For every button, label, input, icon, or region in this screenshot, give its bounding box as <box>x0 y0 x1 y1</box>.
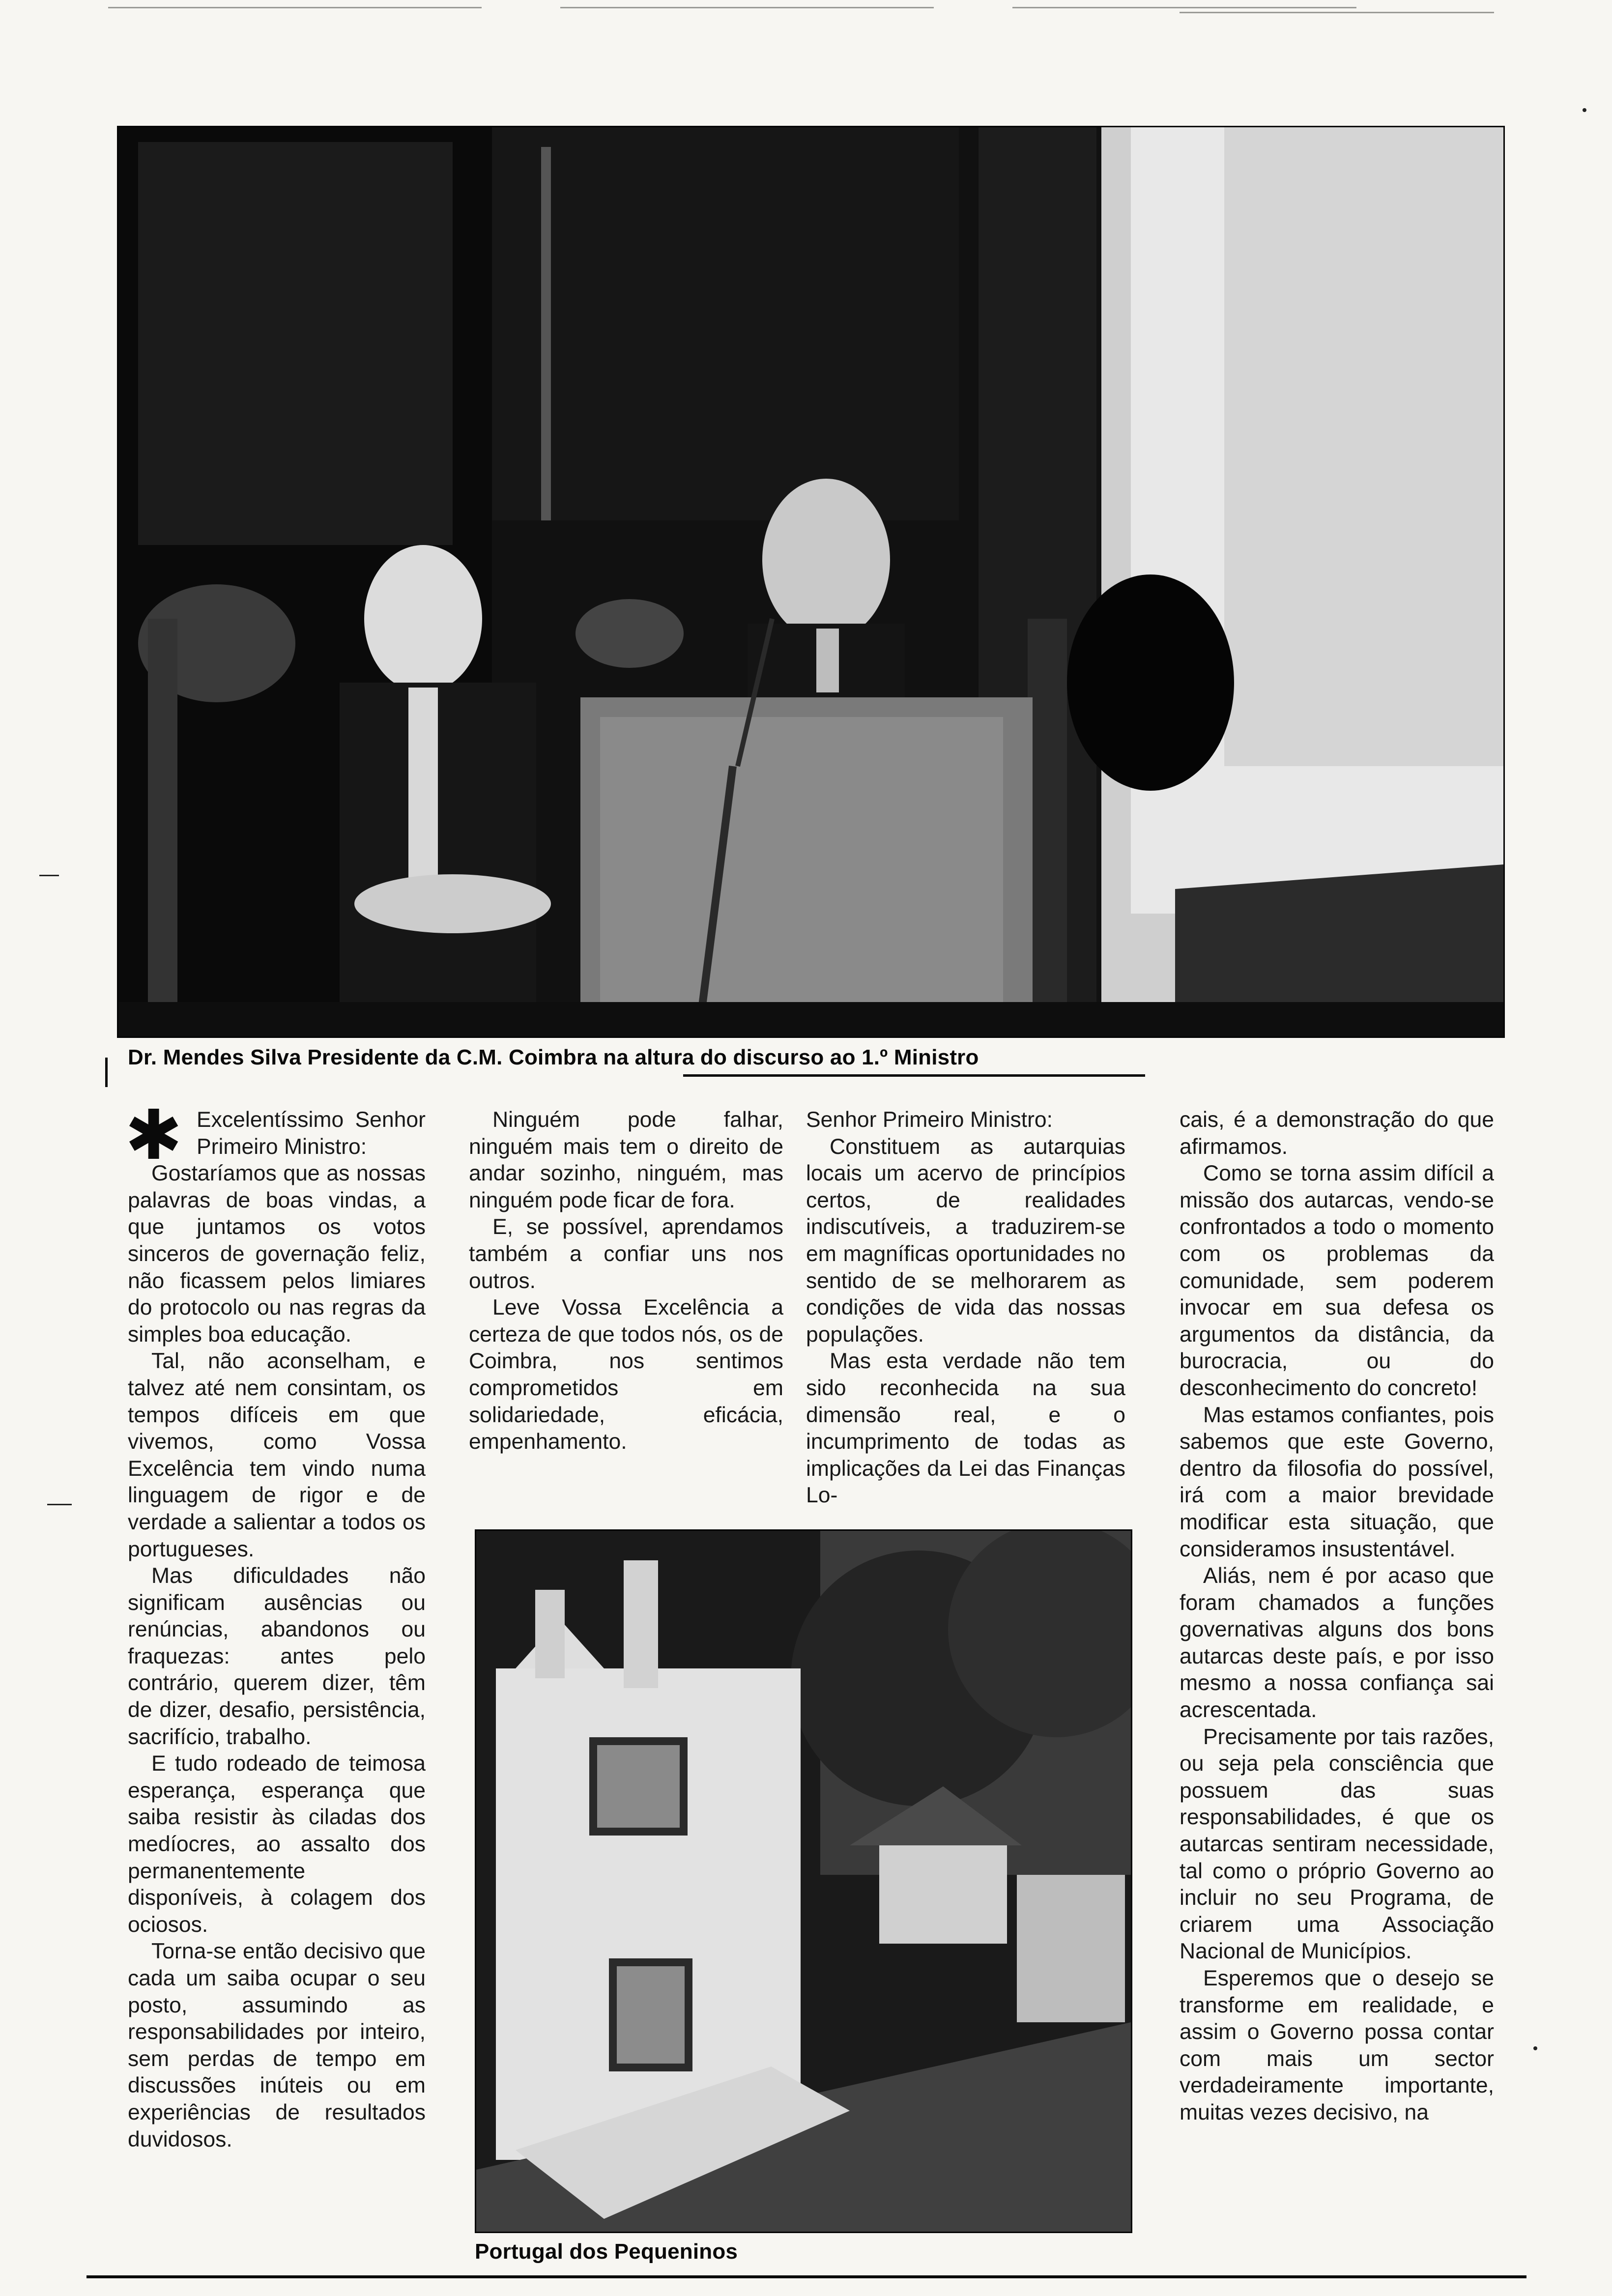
speech-photo <box>117 126 1505 1038</box>
paragraph: Ninguém pode falhar, ninguém mais tem o direito de andar sozinho, ninguém, mas ninguém pode ficar de fora. <box>469 1108 783 1212</box>
top-rule <box>560 7 934 8</box>
salutation: Excelentíssimo Senhor Primeiro Ministro: <box>197 1108 426 1159</box>
scan-speck <box>1533 2046 1537 2050</box>
article-column-1 <box>128 1107 426 2153</box>
top-rule <box>1180 12 1494 13</box>
portugal-photo-image <box>476 1531 1131 2232</box>
paragraph: Leve Vossa Excelência a certeza de que todos nós, os de Coimbra, nos sentimos comprometidos em solidariedade, eficácia, empenhamento. <box>469 1295 783 1454</box>
paragraph: Tal, não aconselham, e talvez até nem consintam, os tempos difíceis em que vivemos, como Vossa Excelência tem vindo numa linguagem de rigor e de verdade a salientar a todos os portugueses. <box>128 1349 426 1561</box>
scan-speck <box>1583 108 1586 112</box>
portugal-photo-caption: Portugal dos Pequeninos <box>475 2239 738 2264</box>
paragraph: Mas estamos confiantes, pois sabemos que este Governo, dentro da filosofia do possível, irá com a maior brevidade modificar esta situação, que consideramos insustentável. <box>1180 1403 1494 1561</box>
margin-mark <box>105 1058 108 1087</box>
paragraph: Precisamente por tais razões, ou seja pela consciência que possuem das suas responsabilidades, é que os autarcas sentiram necessidade, tal como o próprio Governo ao incluir no seu Programa, de criarem uma Associação Nacional de Municípios. <box>1180 1724 1494 1964</box>
caption-underline <box>683 1074 1145 1077</box>
paragraph: Gostaríamos que as nossas palavras de boas vindas, a que juntamos os votos sinceros de governação feliz, não ficassem pelos limiares do protocolo ou nas regras da simples boa educação. <box>128 1161 426 1347</box>
paragraph: Constituem as autarquias locais um acervo de princípios certos, de realidades indiscutíveis, a traduzirem-se em magníficas oportunidades no sentido de se melhorarem as condições de vida das nossas populações. <box>806 1134 1125 1347</box>
paragraph: E tudo rodeado de teimosa esperança, esperança que saiba resistir às ciladas dos medíocres, ao assalto dos permanentemente disponíveis, à colagem dos ociosos. <box>128 1751 426 1937</box>
article-column-4 <box>1180 1107 1494 2126</box>
paragraph: E, se possível, aprendamos também a confiar uns nos outros. <box>469 1215 783 1293</box>
salutation: Senhor Primeiro Ministro: <box>806 1108 1053 1132</box>
top-rule <box>108 7 482 8</box>
paragraph: cais, é a demonstração do que afirmamos. <box>1180 1108 1494 1159</box>
scan-speck <box>47 1504 72 1505</box>
paragraph: Esperemos que o desejo se transforme em realidade, e assim o Governo possa contar com mais um sector verdadeiramente importante, muitas vezes decisivo, na <box>1180 1966 1494 2124</box>
portugal-photo <box>475 1529 1132 2233</box>
paragraph: Como se torna assim difícil a missão dos autarcas, vendo-se confrontados a todo o momento com os problemas da comunidade, sem poderem invocar em sua defesa os argumentos da distância, da burocracia, ou do desconhecimento do concreto! <box>1180 1161 1494 1400</box>
speech-photo-image <box>118 127 1503 1036</box>
scan-speck <box>39 875 59 876</box>
paragraph: Mas esta verdade não tem sido reconhecida na sua dimensão real, e o incumprimento de todas as implicações da Lei das Finanças Lo- <box>806 1349 1125 1508</box>
paragraph: Aliás, nem é por acaso que foram chamados a funções governativas alguns dos bons autarcas deste país, e por isso mesmo a nossa confiança sai acrescentada. <box>1180 1564 1494 1722</box>
top-rule <box>1012 7 1356 8</box>
article-column-2 <box>469 1107 783 1456</box>
asterisk-icon: ✱ <box>125 1096 183 1174</box>
paragraph: Torna-se então decisivo que cada um saiba ocupar o seu posto, assumindo as responsabilidades por inteiro, sem perdas de tempo em discussões inúteis ou em experiências de resultados duvidosos. <box>128 1939 426 2152</box>
article-column-3 <box>806 1107 1125 1509</box>
speech-photo-caption: Dr. Mendes Silva Presidente da C.M. Coimbra na altura do discurso ao 1.º Ministro <box>128 1045 979 1069</box>
paragraph: Mas dificuldades não significam ausências ou renúncias, abandonos ou fraquezas: antes pelo contrário, querem dizer, têm de dizer, desafio, persistência, sacrifício, trabalho. <box>128 1564 426 1749</box>
bottom-rule <box>86 2275 1526 2278</box>
